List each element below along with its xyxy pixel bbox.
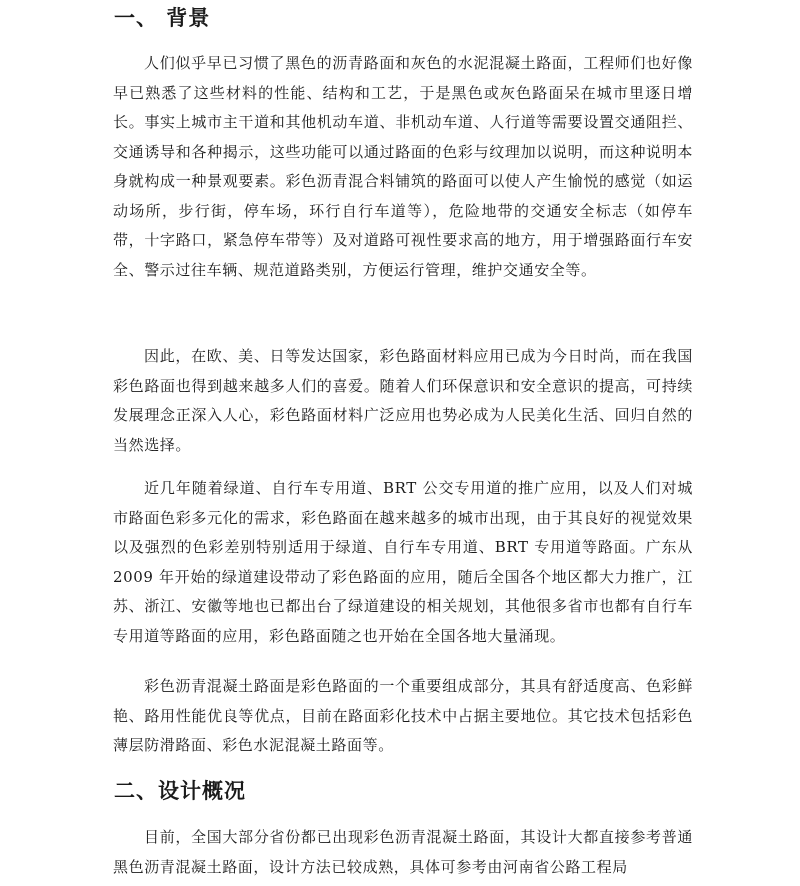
section-heading-design-overview: 二、设计概况 <box>114 779 246 803</box>
paragraph-design-overview-1: 目前，全国大部分省份都已出现彩色沥青混凝土路面，其设计大都直接参考普通黑色沥青混凝土路面，设计方法已较成熟，具体可参考由河南省公路工程局 <box>113 828 693 876</box>
paragraph-background-3: 近几年随着绿道、自行车专用道、BRT 公交专用道的推广应用，以及人们对城市路面色彩多元化的需求，彩色路面在越来越多的城市出现，由于其良好的视觉效果以及强烈的色彩差别特别适用于绿道、自行车专用道、BRT 专用道等路面。广东从 2009 年开始的绿道建设带动了彩色路面的应用，随后全国各个地区都大力推广，江苏、浙江、安徽等地也已都出台了绿道建设的相关规划，其他很多省市也都有自行车专用道等路面的应用，彩色路面随之也开始在全国各地大量涌现。 <box>113 479 693 645</box>
section-heading-background: 一、 背景 <box>114 6 211 30</box>
paragraph-background-2: 因此，在欧、美、日等发达国家，彩色路面材料应用已成为今日时尚，而在我国彩色路面也得到越来越多人们的喜爱。随着人们环保意识和安全意识的提高，可持续发展理念正深入人心，彩色路面材料广泛应用也势必成为人民美化生活、回归自然的当然选择。 <box>113 347 693 454</box>
paragraph-background-1: 人们似乎早已习惯了黑色的沥青路面和灰色的水泥混凝土路面，工程师们也好像早已熟悉了这些材料的性能、结构和工艺，于是黑色或灰色路面呆在城市里逐日增长。事实上城市主干道和其他机动车道、非机动车道、人行道等需要设置交通阻拦、交通诱导和各种揭示，这些功能可以通过路面的色彩与纹理加以说明，而这种说明本身就构成一种景观要素。彩色沥青混合料铺筑的路面可以使人产生愉悦的感觉（如运动场所，步行街，停车场，环行自行车道等），危险地带的交通安全标志（如停车带，十字路口，紧急停车带等）及对道路可视性要求高的地方，用于增强路面行车安全、警示过往车辆、规范道路类别，方便运行管理，维护交通安全等。 <box>113 54 693 279</box>
paragraph-background-4: 彩色沥青混凝土路面是彩色路面的一个重要组成部分，其具有舒适度高、色彩鲜艳、路用性能优良等优点，目前在路面彩化技术中占据主要地位。其它技术包括彩色薄层防滑路面、彩色水泥混凝土路面等。 <box>113 677 693 754</box>
